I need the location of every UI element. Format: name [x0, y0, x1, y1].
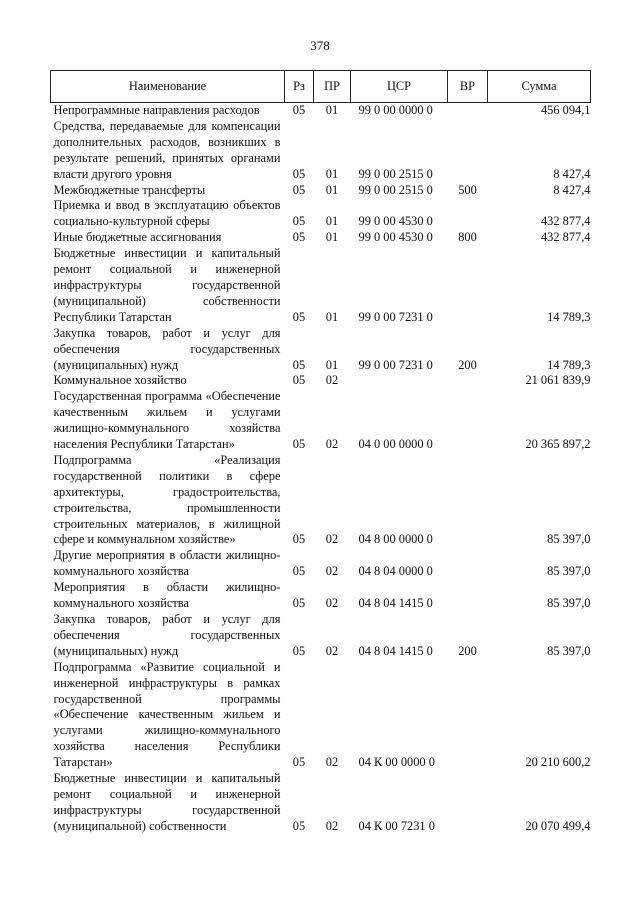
row-sum: 14 789,3 — [547, 357, 591, 372]
row-pr: 01 — [325, 166, 339, 181]
row-rz: 05 — [292, 214, 306, 229]
row-name: Бюджетные инвестиции и капитальный ремонт социальной и инженерной инфраструктуры государственной (муниципальной) собственности — [53, 771, 281, 833]
row-rz: 05 — [292, 818, 306, 833]
row-pr: 01 — [325, 103, 339, 117]
row-rz: 05 — [292, 437, 306, 452]
table-row — [51, 183, 591, 199]
row-rz: 05 — [292, 357, 306, 372]
row-vr — [448, 389, 488, 453]
table-row — [51, 230, 591, 246]
row-csr: 04 8 00 0000 0 — [358, 532, 433, 547]
row-vr — [448, 198, 488, 230]
row-vr — [448, 373, 488, 389]
row-csr: 99 0 00 4530 0 — [358, 214, 433, 229]
row-rz: 05 — [292, 532, 306, 547]
row-sum: 85 397,0 — [547, 643, 591, 658]
table-row — [51, 103, 591, 119]
table-row — [51, 660, 591, 771]
row-csr: 99 0 00 7231 0 — [358, 357, 433, 372]
table-row — [51, 198, 591, 230]
table-row — [51, 326, 591, 374]
row-vr — [448, 246, 488, 326]
row-vr — [448, 580, 488, 612]
row-name: Закупка товаров, работ и услуг для обеспечения государственных (муниципальных) нужд — [53, 325, 281, 372]
row-pr: 02 — [325, 818, 339, 833]
row-name: Бюджетные инвестиции и капитальный ремонт социальной и инженерной инфраструктуры государственной (муниципальной) собственности Республики Татарстан — [53, 246, 281, 324]
table-row — [51, 389, 591, 453]
budget-table — [50, 70, 591, 835]
row-name: Закупка товаров, работ и услуг для обеспечения государственных (муниципальных) нужд — [53, 612, 281, 658]
row-csr: 99 0 00 7231 0 — [358, 309, 433, 324]
row-sum: 8 427,4 — [553, 182, 591, 197]
row-pr: 01 — [325, 182, 339, 197]
row-vr — [448, 119, 488, 183]
row-name: Приемка и ввод в эксплуатацию объектов социально-культурной сферы — [53, 198, 281, 229]
header-rz: Рз — [285, 71, 314, 103]
row-pr: 01 — [325, 309, 339, 324]
page-number: 378 — [310, 38, 330, 53]
row-vr: 200 — [458, 357, 477, 372]
row-csr: 99 0 00 2515 0 — [358, 166, 433, 181]
row-rz: 05 — [292, 103, 306, 117]
row-sum: 20 365 897,2 — [525, 437, 591, 452]
row-pr: 02 — [325, 437, 339, 452]
row-name: Подпрограмма «Развитие социальной и инженерной инфраструктуры в рамках государственной программы «Обеспечение качественным жильем и услугами жилищно-коммунального хозяйства населения Республики Татарстан» — [53, 659, 281, 770]
header-vr: ВР — [448, 71, 488, 103]
table-row — [51, 119, 591, 183]
table-row — [51, 548, 591, 580]
row-csr: 04 8 04 1415 0 — [358, 596, 433, 611]
row-rz: 05 — [292, 755, 306, 770]
row-csr: 04 8 04 0000 0 — [358, 564, 433, 579]
row-csr: 99 0 00 4530 0 — [358, 230, 433, 245]
header-name: Наименование — [51, 71, 285, 103]
row-vr — [448, 103, 488, 119]
row-csr: 04 К 00 0000 0 — [358, 755, 435, 770]
row-sum: 21 061 839,9 — [525, 373, 591, 388]
row-pr: 01 — [325, 357, 339, 372]
table-row — [51, 246, 591, 326]
row-name: Непрограммные направления расходов — [53, 103, 260, 117]
row-sum: 85 397,0 — [547, 564, 591, 579]
row-sum: 432 877,4 — [540, 230, 591, 245]
row-vr — [448, 771, 488, 835]
table-header — [51, 71, 591, 103]
row-csr: 04 0 00 0000 0 — [358, 437, 433, 452]
row-name: Мероприятия в области жилищно-коммунального хозяйства — [53, 580, 281, 611]
row-pr: 02 — [325, 755, 339, 770]
row-vr — [448, 453, 488, 548]
row-csr: 99 0 00 2515 0 — [358, 182, 433, 197]
table-row — [51, 373, 591, 389]
row-name: Другие мероприятия в области жилищно-коммунального хозяйства — [53, 548, 281, 579]
row-rz: 05 — [292, 564, 306, 579]
row-name: Коммунальное хозяйство — [53, 373, 187, 388]
row-rz: 05 — [292, 182, 306, 197]
header-csr: ЦСР — [351, 71, 448, 103]
row-name: Государственная программа «Обеспечение качественным жильем и услугами жилищно-коммунального хозяйства населения Республики Татарстан» — [53, 389, 281, 452]
row-rz: 05 — [292, 373, 306, 388]
row-rz: 05 — [292, 596, 306, 611]
row-vr — [448, 548, 488, 580]
row-rz: 05 — [292, 643, 306, 658]
row-vr: 200 — [458, 643, 477, 658]
row-rz: 05 — [292, 309, 306, 324]
row-csr — [351, 373, 448, 389]
row-sum: 85 397,0 — [547, 596, 591, 611]
row-name: Средства, передаваемые для компенсации дополнительных расходов, возникших в результате решений, принятых органами власти другого уровня — [53, 118, 281, 181]
row-name: Межбюджетные трансферты — [53, 182, 206, 197]
table-row — [51, 580, 591, 612]
row-sum: 14 789,3 — [547, 309, 591, 324]
row-vr: 800 — [458, 230, 477, 245]
header-pr: ПР — [314, 71, 351, 103]
row-name: Подпрограмма «Реализация государственной политики в сфере архитектуры, градостроительства, строительства, промышленности строительных материалов, в жилищной сфере и коммунальном хозяйстве» — [53, 452, 281, 547]
row-sum: 456 094,1 — [540, 103, 591, 117]
table-row — [51, 771, 591, 835]
header-sum: Сумма — [488, 71, 591, 103]
row-name: Иные бюджетные ассигнования — [53, 230, 222, 245]
row-csr: 04 К 00 7231 0 — [358, 818, 435, 833]
row-sum: 8 427,4 — [553, 166, 591, 181]
row-pr: 02 — [325, 643, 339, 658]
row-sum: 20 070 499,4 — [525, 818, 591, 833]
row-csr: 99 0 00 0000 0 — [358, 103, 433, 117]
table-body — [51, 103, 591, 835]
table-row — [51, 612, 591, 660]
row-sum: 432 877,4 — [540, 214, 591, 229]
row-pr: 01 — [325, 230, 339, 245]
table-row — [51, 453, 591, 548]
row-pr: 02 — [325, 596, 339, 611]
row-vr: 500 — [458, 182, 477, 197]
row-pr: 02 — [325, 532, 339, 547]
row-pr: 02 — [325, 564, 339, 579]
row-sum: 85 397,0 — [547, 532, 591, 547]
row-pr: 02 — [325, 373, 339, 388]
row-sum: 20 210 600,2 — [525, 755, 591, 770]
row-vr — [448, 660, 488, 771]
row-csr: 04 8 04 1415 0 — [358, 643, 433, 658]
row-pr: 01 — [325, 214, 339, 229]
row-rz: 05 — [292, 230, 306, 245]
row-rz: 05 — [292, 166, 306, 181]
